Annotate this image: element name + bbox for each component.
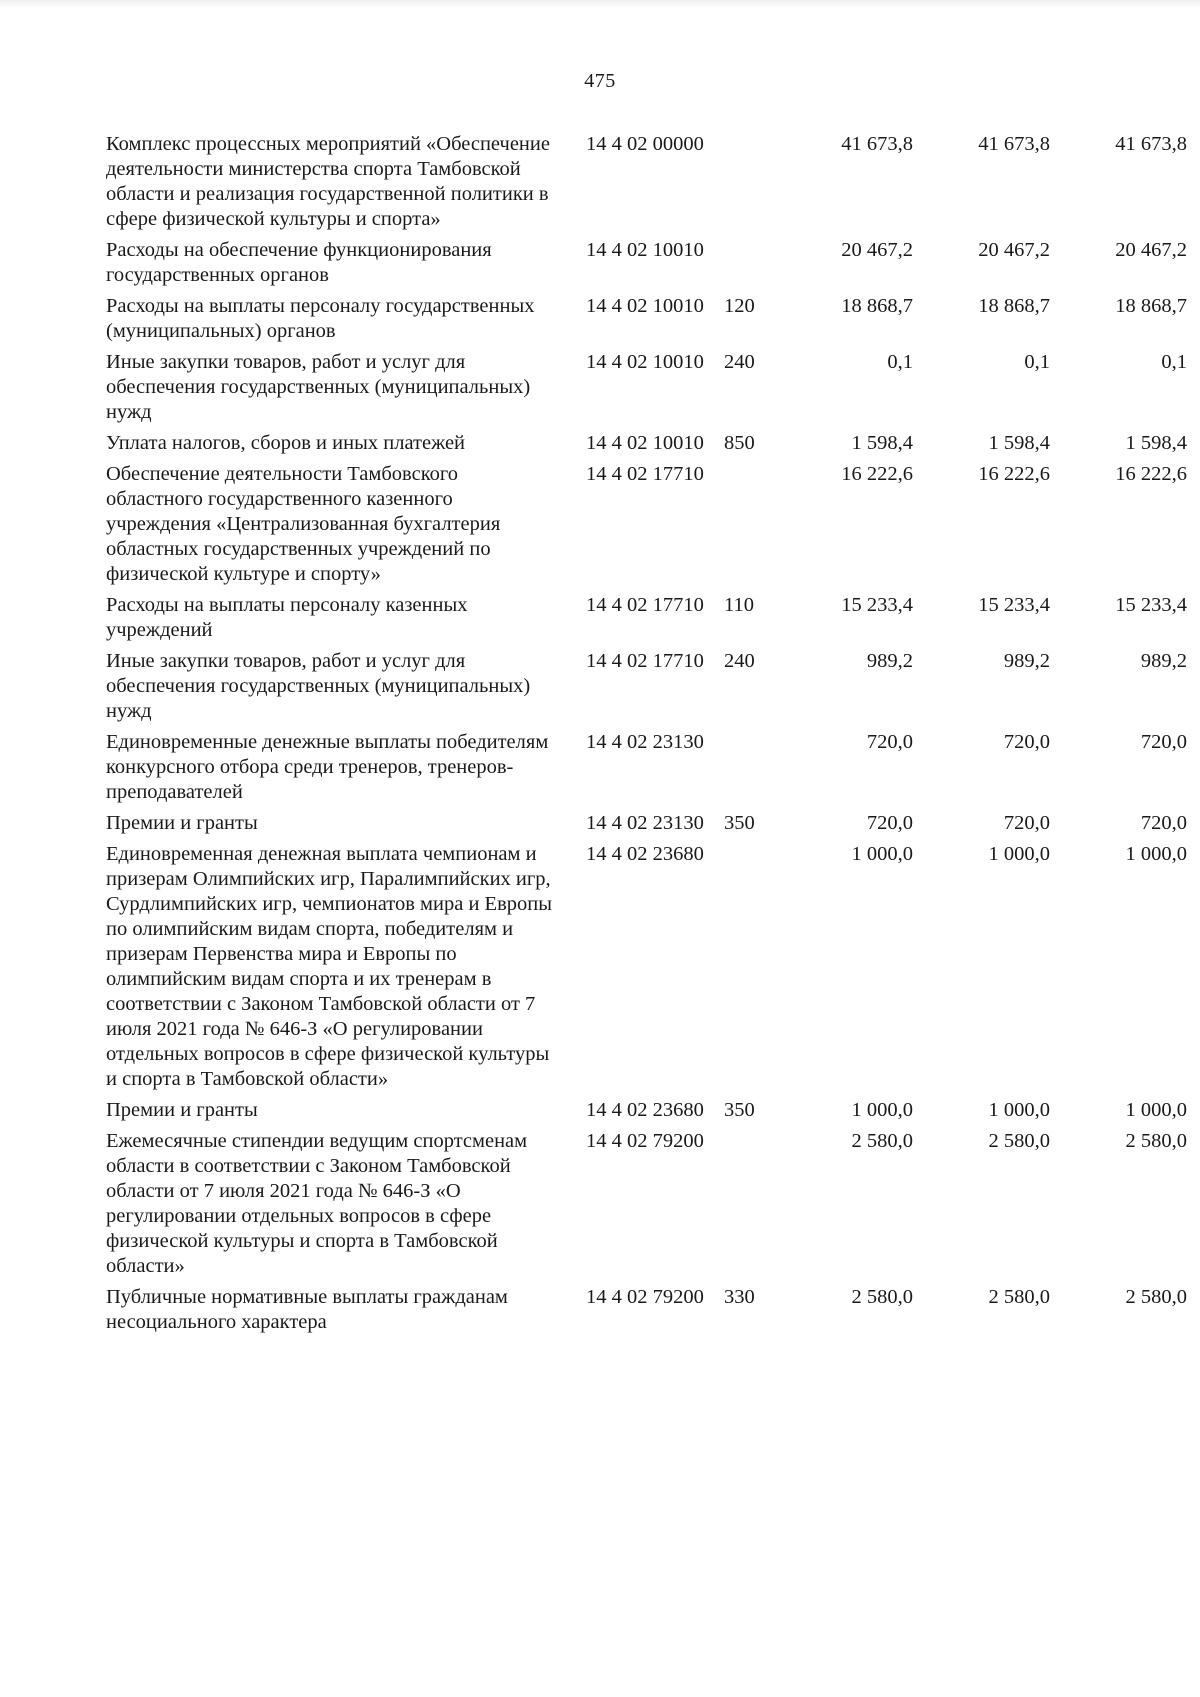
row-code: 14 4 02 17710 (586, 463, 704, 485)
table-row (106, 350, 1186, 425)
row-value-3: 41 673,8 (1115, 133, 1187, 155)
row-value-1: 989,2 (866, 650, 913, 672)
row-code: 14 4 02 23680 (586, 843, 704, 865)
row-value-2: 18 868,7 (978, 295, 1050, 317)
row-code: 14 4 02 10010 (586, 432, 704, 454)
row-value-3: 15 233,4 (1115, 594, 1187, 616)
row-code: 14 4 02 23680 (586, 1099, 704, 1121)
row-value-1: 20 467,2 (841, 239, 913, 261)
row-value-2: 2 580,0 (988, 1130, 1050, 1152)
row-code: 14 4 02 23130 (586, 812, 704, 834)
row-expense-type: 850 (724, 432, 755, 454)
table-row (106, 593, 1186, 643)
row-name: Премии и гранты (106, 812, 258, 834)
row-value-1: 2 580,0 (851, 1130, 913, 1152)
row-code: 14 4 02 17710 (586, 650, 704, 672)
row-name: Единовременная денежная выплата чемпионам и призерам Олимпийских игр, Паралимпийских игр, Сурдлимпийских игр, чемпионатов мира и Европы по олимпийским видам спорта, победителям и призерам Первенства мира и Европы по олимпийским видам спорта и их тренерам в соответствии с Законом Тамбовской области от 7 июля 2021 года № 646-З «О регулировании отдельных вопросов в сфере физической культуры и спорта в Тамбовской области» (106, 843, 553, 1090)
table-row (106, 730, 1186, 805)
row-value-1: 1 000,0 (851, 1099, 913, 1121)
row-expense-type: 350 (724, 812, 755, 834)
row-name: Публичные нормативные выплаты гражданам несоциального характера (106, 1286, 508, 1333)
row-name: Ежемесячные стипендии ведущим спортсменам области в соответствии с Законом Тамбовской области от 7 июля 2021 года № 646-З «О регулировании отдельных вопросов в сфере физической культуры и спорта в Тамбовской области» (106, 1130, 528, 1277)
row-value-2: 0,1 (1024, 351, 1050, 373)
row-value-3: 0,1 (1161, 351, 1187, 373)
row-name: Расходы на выплаты персоналу казенных учреждений (106, 594, 468, 641)
page-number: 475 (584, 70, 616, 92)
scan-edge (0, 0, 1200, 8)
row-value-2: 989,2 (1003, 650, 1050, 672)
row-value-3: 1 000,0 (1125, 1099, 1187, 1121)
row-value-3: 16 222,6 (1115, 463, 1187, 485)
row-value-1: 1 000,0 (851, 843, 913, 865)
row-value-1: 720,0 (866, 812, 913, 834)
row-name: Единовременные денежные выплаты победителям конкурсного отбора среди тренеров, тренеров-преподавателей (106, 731, 549, 803)
row-name: Комплекс процессных мероприятий «Обеспечение деятельности министерства спорта Тамбовской области и реализация государственной политики в сфере физической культуры и спорта» (106, 133, 550, 230)
row-name: Иные закупки товаров, работ и услуг для обеспечения государственных (муниципальных) нужд (106, 650, 531, 722)
row-name: Уплата налогов, сборов и иных платежей (106, 432, 466, 454)
table-row (106, 842, 1186, 1092)
row-value-3: 1 598,4 (1125, 432, 1187, 454)
row-code: 14 4 02 00000 (586, 133, 704, 155)
row-value-3: 20 467,2 (1115, 239, 1187, 261)
row-code: 14 4 02 79200 (586, 1130, 704, 1152)
row-value-2: 41 673,8 (978, 133, 1050, 155)
row-code: 14 4 02 10010 (586, 295, 704, 317)
row-expense-type: 240 (724, 351, 755, 373)
row-code: 14 4 02 10010 (586, 239, 704, 261)
row-expense-type: 330 (724, 1286, 755, 1308)
row-code: 14 4 02 10010 (586, 351, 704, 373)
row-value-1: 2 580,0 (851, 1286, 913, 1308)
row-code: 14 4 02 23130 (586, 731, 704, 753)
row-code: 14 4 02 79200 (586, 1286, 704, 1308)
row-name: Иные закупки товаров, работ и услуг для обеспечения государственных (муниципальных) нужд (106, 351, 531, 423)
row-code: 14 4 02 17710 (586, 594, 704, 616)
row-value-2: 1 598,4 (988, 432, 1050, 454)
row-value-1: 15 233,4 (841, 594, 913, 616)
row-expense-type: 120 (724, 295, 755, 317)
row-value-2: 1 000,0 (988, 1099, 1050, 1121)
table-row (106, 811, 1186, 836)
row-value-2: 16 222,6 (978, 463, 1050, 485)
table-row (106, 649, 1186, 724)
row-value-2: 15 233,4 (978, 594, 1050, 616)
row-value-1: 18 868,7 (841, 295, 913, 317)
row-name: Обеспечение деятельности Тамбовского областного государственного казенного учреждения «Централизованная бухгалтерия областных государственных учреждений по физической культуре и спорту» (106, 463, 501, 585)
table-row (106, 294, 1186, 344)
row-value-3: 2 580,0 (1125, 1286, 1187, 1308)
row-expense-type: 350 (724, 1099, 755, 1121)
table-row (106, 1098, 1186, 1123)
row-value-3: 989,2 (1140, 650, 1187, 672)
row-value-3: 2 580,0 (1125, 1130, 1187, 1152)
table-row (106, 431, 1186, 456)
table-row (106, 1285, 1186, 1335)
budget-table (106, 132, 1186, 1335)
row-expense-type: 110 (724, 594, 754, 616)
row-value-3: 18 868,7 (1115, 295, 1187, 317)
row-value-3: 720,0 (1140, 812, 1187, 834)
table-row (106, 1129, 1186, 1279)
row-value-1: 0,1 (887, 351, 913, 373)
row-value-1: 41 673,8 (841, 133, 913, 155)
row-value-1: 1 598,4 (851, 432, 913, 454)
row-value-1: 16 222,6 (841, 463, 913, 485)
row-name: Расходы на выплаты персоналу государственных (муниципальных) органов (106, 295, 535, 342)
table-row (106, 132, 1186, 232)
row-value-2: 2 580,0 (988, 1286, 1050, 1308)
row-value-2: 1 000,0 (988, 843, 1050, 865)
row-value-3: 720,0 (1140, 731, 1187, 753)
row-value-1: 720,0 (866, 731, 913, 753)
row-value-2: 720,0 (1003, 731, 1050, 753)
table-row (106, 238, 1186, 288)
row-name: Премии и гранты (106, 1099, 258, 1121)
row-name: Расходы на обеспечение функционирования государственных органов (106, 239, 492, 286)
table-row (106, 462, 1186, 587)
row-value-3: 1 000,0 (1125, 843, 1187, 865)
row-value-2: 20 467,2 (978, 239, 1050, 261)
row-expense-type: 240 (724, 650, 755, 672)
row-value-2: 720,0 (1003, 812, 1050, 834)
